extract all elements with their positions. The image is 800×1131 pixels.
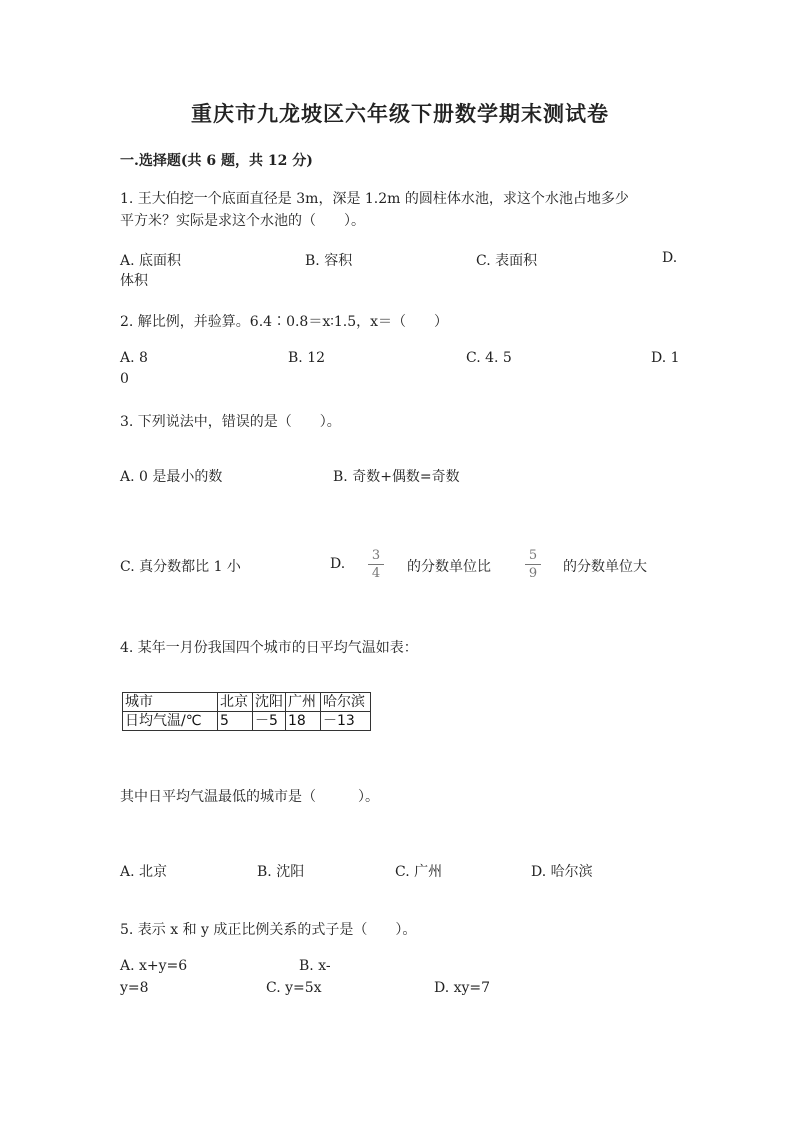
- question-2-option-d-wrap: 0: [120, 371, 129, 387]
- table-row: [123, 712, 371, 731]
- question-5-option-b: B. x-: [299, 958, 331, 974]
- table-cell: －13: [321, 712, 371, 731]
- table-cell: 日均气温/℃: [123, 712, 218, 731]
- question-1-option-a: A. 底面积: [120, 253, 182, 269]
- fraction-denominator: 9: [528, 566, 538, 581]
- fraction-bar: [368, 564, 384, 565]
- question-4-prompt: 其中日平均气温最低的城市是（ ）。: [120, 789, 379, 805]
- question-1-option-d: D.: [662, 250, 678, 266]
- table-cell: 18: [286, 712, 321, 731]
- question-5-option-c: C. y=5x: [266, 980, 322, 996]
- question-4-option-b: B. 沈阳: [257, 864, 305, 880]
- fraction-three-quarters: [368, 548, 384, 581]
- table-cell: 哈尔滨: [321, 693, 371, 712]
- table-header-row: [123, 693, 371, 712]
- question-1-text-line2: 平方米？实际是求这个水池的（ ）。: [120, 213, 365, 229]
- question-5-text: 5. 表示 x 和 y 成正比例关系的式子是（ ）。: [120, 922, 417, 938]
- question-3-option-b: B. 奇数+偶数=奇数: [333, 469, 460, 485]
- section-heading: 一.选择题(共 6 题，共 12 分): [120, 153, 313, 169]
- question-3-option-d-suffix: 的分数单位大: [563, 559, 647, 575]
- question-3-option-c: C. 真分数都比 1 小: [120, 559, 241, 575]
- table-cell: 北京: [218, 693, 253, 712]
- question-1-option-b: B. 容积: [305, 253, 353, 269]
- question-3-text: 3. 下列说法中，错误的是（ ）。: [120, 414, 341, 430]
- question-3-option-a: A. 0 是最小的数: [120, 469, 223, 485]
- question-1-text-line1: 1. 王大伯挖一个底面直径是 3m，深是 1.2m 的圆柱体水池，求这个水池占地多少: [120, 191, 629, 207]
- question-4-option-c: C. 广州: [395, 864, 443, 880]
- fraction-denominator: 4: [371, 566, 381, 581]
- question-4-option-a: A. 北京: [120, 864, 168, 880]
- fraction-numerator: 3: [371, 548, 381, 563]
- temperature-table: [122, 692, 371, 731]
- question-4-option-d: D. 哈尔滨: [531, 864, 593, 880]
- question-2-option-b: B. 12: [288, 350, 326, 366]
- table-cell: 城市: [123, 693, 218, 712]
- question-4-text: 4. 某年一月份我国四个城市的日平均气温如表：: [120, 640, 418, 656]
- question-3-option-d-label: D.: [330, 556, 346, 572]
- table-cell: 广州: [286, 693, 321, 712]
- question-1-option-c: C. 表面积: [476, 253, 538, 269]
- table-cell: 5: [218, 712, 253, 731]
- question-2-option-a: A. 8: [120, 350, 148, 366]
- question-1-option-d-wrap: 体积: [120, 273, 148, 289]
- question-5-option-a: A. x+y=6: [120, 958, 188, 974]
- question-2-option-c: C. 4. 5: [466, 350, 512, 366]
- fraction-five-ninths: [525, 548, 541, 581]
- fraction-bar: [525, 564, 541, 565]
- fraction-numerator: 5: [528, 548, 538, 563]
- table-cell: 沈阳: [253, 693, 286, 712]
- question-5-option-d: D. xy=7: [434, 980, 491, 996]
- page-title: 重庆市九龙坡区六年级下册数学期末测试卷: [191, 101, 609, 126]
- question-5-option-b-wrap: y=8: [120, 980, 149, 996]
- question-2-option-d: D. 1: [651, 350, 680, 366]
- question-3-option-d-middle: 的分数单位比: [407, 559, 491, 575]
- table-cell: －5: [253, 712, 286, 731]
- question-2-text: 2. 解比例，并验算。6.4∶0.8＝x∶1.5，x＝（ ）: [120, 314, 449, 330]
